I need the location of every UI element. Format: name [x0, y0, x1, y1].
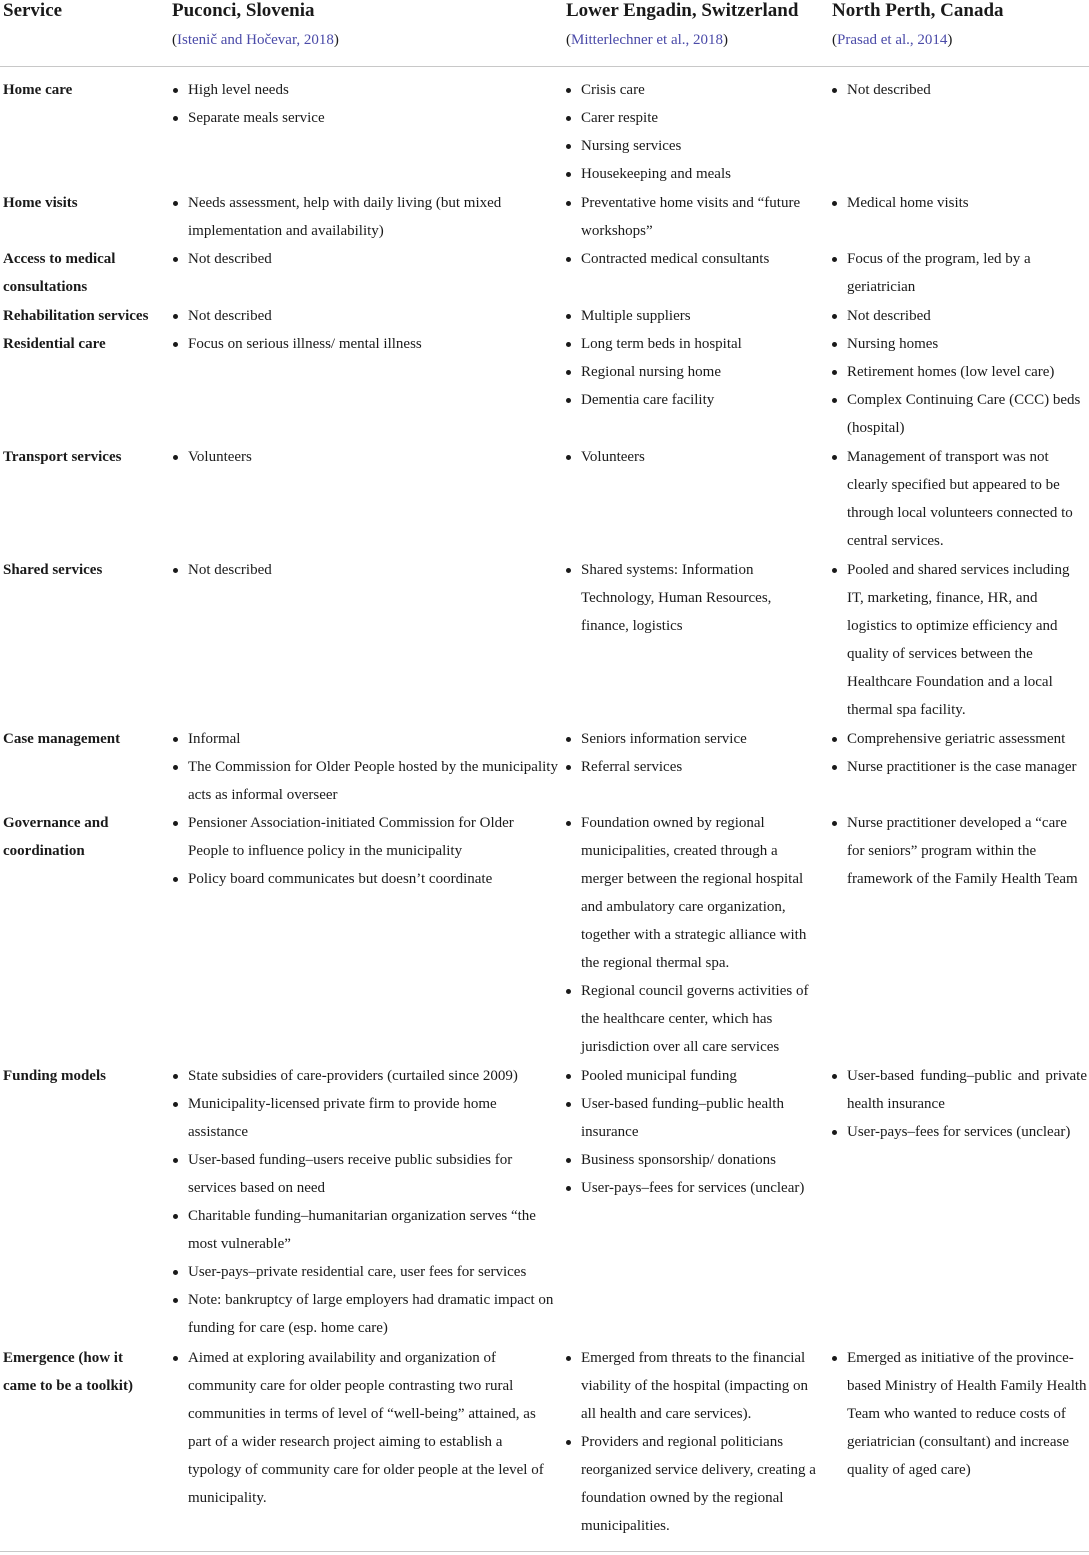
- bullet-item: Separate meals service: [170, 104, 558, 132]
- bullet-list: [563, 725, 821, 781]
- bullet-item: User-based funding–public and private health insurance: [829, 1062, 1087, 1118]
- bullet-list: [829, 443, 1087, 555]
- service-name-line: Governance and: [3, 815, 109, 831]
- cell-c2: [563, 302, 821, 330]
- bullet-item: Regional council governs activities of the healthcare center, which has jurisdiction over all care services: [563, 977, 821, 1061]
- service-name-line: Residential care: [3, 336, 106, 352]
- bullet-item: Policy board communicates but doesn’t coordinate: [170, 865, 558, 893]
- cell-c2: [563, 1344, 821, 1540]
- service-name-line: Transport services: [3, 449, 122, 465]
- cell-c1: [170, 809, 558, 893]
- service-name-line: Home care: [3, 82, 73, 98]
- cell-c1: [170, 76, 558, 132]
- cell-c3: [829, 1344, 1087, 1484]
- cell-c1: [170, 189, 558, 245]
- bullet-item: Aimed at exploring availability and organization of community care for older people contrasting two rural communities in terms of level of “well-being” attained, as part of a wider research project aiming to establish a typology of community care for older people at the level of municipality.: [170, 1344, 558, 1512]
- bullet-item: Not described: [170, 302, 558, 330]
- service-name: [3, 1344, 163, 1400]
- service-name: [3, 76, 163, 104]
- column-header-puconci: Puconci, Slovenia: [172, 0, 315, 21]
- cell-c2: [563, 1062, 821, 1202]
- bullet-list: [563, 189, 821, 245]
- cell-c3: [829, 443, 1087, 555]
- service-name-line: came to be a toolkit): [3, 1378, 133, 1394]
- bullet-item: Nurse practitioner is the case manager: [829, 753, 1087, 781]
- citation-link[interactable]: Mitterlechner et al., 2018: [571, 32, 724, 48]
- citation-link[interactable]: Istenič and Hočevar, 2018: [177, 32, 334, 48]
- bullet-item: Municipality-licensed private firm to provide home assistance: [170, 1090, 558, 1146]
- bullet-list: [170, 1344, 558, 1512]
- bullet-item: Retirement homes (low level care): [829, 358, 1087, 386]
- bullet-list: [829, 189, 1087, 217]
- bullet-item: Emerged as initiative of the province-based Ministry of Health Family Health Team who wanted to reduce costs of geriatrician (consultant) and increase quality of aged care): [829, 1344, 1087, 1484]
- cell-c1: [170, 330, 558, 358]
- cell-c1: [170, 556, 558, 584]
- bullet-item: Focus on serious illness/ mental illness: [170, 330, 558, 358]
- cell-c2: [563, 809, 821, 1061]
- bullet-list: [829, 76, 1087, 104]
- service-name: [3, 245, 163, 301]
- cell-c2: [563, 76, 821, 188]
- bullet-list: [563, 330, 821, 414]
- service-name: [3, 556, 163, 584]
- bullet-item: Medical home visits: [829, 189, 1087, 217]
- bullet-list: [563, 245, 821, 273]
- bullet-item: Volunteers: [563, 443, 821, 471]
- bullet-item: Preventative home visits and “future workshops”: [563, 189, 821, 245]
- bullet-list: [829, 1062, 1087, 1146]
- service-name-line: Funding models: [3, 1068, 106, 1084]
- bullet-list: [170, 809, 558, 893]
- bullet-item: Long term beds in hospital: [563, 330, 821, 358]
- bullet-item: Not described: [170, 556, 558, 584]
- service-name: [3, 302, 163, 330]
- bullet-list: [829, 809, 1087, 893]
- citation-lower-engadin: (Mitterlechner et al., 2018): [566, 32, 729, 48]
- cell-c2: [563, 245, 821, 273]
- citation-link[interactable]: Prasad et al., 2014: [837, 32, 948, 48]
- cell-c2: [563, 556, 821, 640]
- bullet-item: State subsidies of care-providers (curtailed since 2009): [170, 1062, 558, 1090]
- bullet-item: Not described: [829, 302, 1087, 330]
- service-name-line: consultations: [3, 279, 88, 295]
- cell-c1: [170, 245, 558, 273]
- cell-c3: [829, 76, 1087, 104]
- bullet-list: [563, 556, 821, 640]
- bullet-list: [563, 302, 821, 330]
- bullet-item: Crisis care: [563, 76, 821, 104]
- table-bottom-rule: [0, 1551, 1089, 1552]
- bullet-item: Regional nursing home: [563, 358, 821, 386]
- cell-c2: [563, 725, 821, 781]
- bullet-item: Providers and regional politicians reorganized service delivery, creating a foundation owned by the regional municipalities.: [563, 1428, 821, 1540]
- cell-c3: [829, 245, 1087, 301]
- service-column-header: Service: [3, 0, 63, 21]
- bullet-item: Management of transport was not clearly specified but appeared to be through local volunteers connected to central services.: [829, 443, 1087, 555]
- bullet-item: Volunteers: [170, 443, 558, 471]
- bullet-list: [170, 302, 558, 330]
- cell-c3: [829, 189, 1087, 217]
- cell-c1: [170, 302, 558, 330]
- bullet-item: Housekeeping and meals: [563, 160, 821, 188]
- bullet-item: Nurse practitioner developed a “care for seniors” program within the framework of the Family Health Team: [829, 809, 1087, 893]
- header-divider: [0, 66, 1089, 67]
- cell-c2: [563, 443, 821, 471]
- bullet-item: Referral services: [563, 753, 821, 781]
- bullet-item: Foundation owned by regional municipalities, created through a merger between the regional hospital and ambulatory care organization, together with a strategic alliance with the regional thermal spa.: [563, 809, 821, 977]
- bullet-item: User-pays–fees for services (unclear): [563, 1174, 821, 1202]
- bullet-item: Business sponsorship/ donations: [563, 1146, 821, 1174]
- service-name-line: Home visits: [3, 195, 78, 211]
- citation-puconci: (Istenič and Hočevar, 2018): [172, 32, 339, 48]
- bullet-item: Nursing homes: [829, 330, 1087, 358]
- bullet-item: Informal: [170, 725, 558, 753]
- bullet-list: [563, 1344, 821, 1540]
- bullet-item: Pensioner Association-initiated Commission for Older People to influence policy in the municipality: [170, 809, 558, 865]
- bullet-item: High level needs: [170, 76, 558, 104]
- bullet-item: Note: bankruptcy of large employers had dramatic impact on funding for care (esp. home care): [170, 1286, 558, 1342]
- bullet-list: [563, 76, 821, 188]
- bullet-item: Pooled and shared services including IT, marketing, finance, HR, and logistics to optimize efficiency and quality of services between the Healthcare Foundation and a local thermal spa facility.: [829, 556, 1087, 724]
- bullet-item: Needs assessment, help with daily living (but mixed implementation and availability): [170, 189, 558, 245]
- service-name: [3, 330, 163, 358]
- bullet-list: [829, 245, 1087, 301]
- cell-c1: [170, 725, 558, 809]
- bullet-list: [563, 1062, 821, 1202]
- service-name: [3, 809, 163, 865]
- cell-c3: [829, 1062, 1087, 1146]
- service-name-line: Shared services: [3, 562, 103, 578]
- column-header-north-perth: North Perth, Canada: [832, 0, 1004, 21]
- bullet-list: [829, 556, 1087, 724]
- cell-c1: [170, 1062, 558, 1342]
- bullet-list: [829, 725, 1087, 781]
- bullet-item: Pooled municipal funding: [563, 1062, 821, 1090]
- cell-c3: [829, 725, 1087, 781]
- bullet-item: Multiple suppliers: [563, 302, 821, 330]
- bullet-item: Not described: [829, 76, 1087, 104]
- cell-c3: [829, 302, 1087, 330]
- bullet-item: The Commission for Older People hosted by the municipality acts as informal overseer: [170, 753, 558, 809]
- bullet-item: Comprehensive geriatric assessment: [829, 725, 1087, 753]
- bullet-item: Seniors information service: [563, 725, 821, 753]
- bullet-item: User-based funding–users receive public subsidies for services based on need: [170, 1146, 558, 1202]
- bullet-item: Shared systems: Information Technology, Human Resources, finance, logistics: [563, 556, 821, 640]
- bullet-list: [563, 443, 821, 471]
- cell-c3: [829, 330, 1087, 442]
- bullet-item: Nursing services: [563, 132, 821, 160]
- bullet-item: Emerged from threats to the financial viability of the hospital (impacting on all health and care services).: [563, 1344, 821, 1428]
- bullet-item: Dementia care facility: [563, 386, 821, 414]
- bullet-item: Not described: [170, 245, 558, 273]
- bullet-item: User-pays–private residential care, user fees for services: [170, 1258, 558, 1286]
- service-name: [3, 1062, 163, 1090]
- cell-c3: [829, 809, 1087, 893]
- service-name-line: coordination: [3, 843, 85, 859]
- bullet-list: [170, 1062, 558, 1342]
- bullet-item: Focus of the program, led by a geriatrician: [829, 245, 1087, 301]
- column-header-lower-engadin: Lower Engadin, Switzerland: [566, 0, 799, 21]
- bullet-list: [170, 245, 558, 273]
- bullet-list: [170, 443, 558, 471]
- bullet-list: [829, 330, 1087, 442]
- cell-c1: [170, 443, 558, 471]
- service-name-line: Emergence (how it: [3, 1350, 123, 1366]
- bullet-list: [829, 1344, 1087, 1484]
- cell-c3: [829, 556, 1087, 724]
- service-name-line: Rehabilitation services: [3, 308, 149, 324]
- bullet-list: [170, 189, 558, 245]
- bullet-item: Complex Continuing Care (CCC) beds (hospital): [829, 386, 1087, 442]
- bullet-list: [170, 76, 558, 132]
- bullet-item: User-based funding–public health insurance: [563, 1090, 821, 1146]
- bullet-list: [170, 330, 558, 358]
- cell-c2: [563, 330, 821, 414]
- service-name-line: Case management: [3, 731, 121, 747]
- bullet-list: [829, 302, 1087, 330]
- bullet-list: [170, 556, 558, 584]
- service-name-line: Access to medical: [3, 251, 116, 267]
- bullet-item: Charitable funding–humanitarian organization serves “the most vulnerable”: [170, 1202, 558, 1258]
- bullet-item: Carer respite: [563, 104, 821, 132]
- table-header: [0, 0, 1089, 66]
- service-name: [3, 189, 163, 217]
- cell-c2: [563, 189, 821, 245]
- bullet-item: Contracted medical consultants: [563, 245, 821, 273]
- service-name: [3, 725, 163, 753]
- bullet-list: [563, 809, 821, 1061]
- bullet-item: User-pays–fees for services (unclear): [829, 1118, 1087, 1146]
- service-name: [3, 443, 163, 471]
- cell-c1: [170, 1344, 558, 1512]
- citation-north-perth: (Prasad et al., 2014): [832, 32, 953, 48]
- bullet-list: [170, 725, 558, 809]
